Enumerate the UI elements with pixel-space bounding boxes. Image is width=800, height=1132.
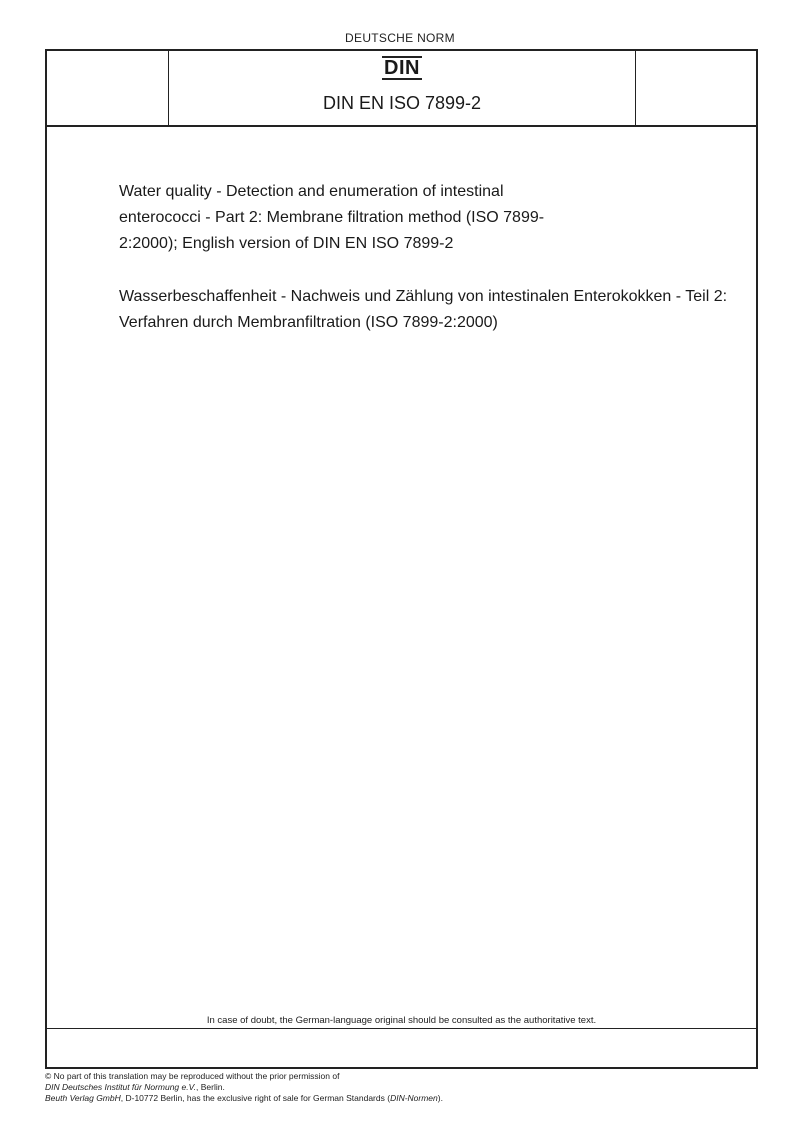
header-row <box>47 51 756 127</box>
copyright-notice <box>45 1071 745 1104</box>
document-number: DIN EN ISO 7899-2 <box>322 93 482 113</box>
din-institute-name: DIN Deutsches Institut für Normung e.V. <box>45 1082 197 1092</box>
title-english: Water quality - Detection and enumeration of intestinal enterococci - Part 2: Membrane filtration method (ISO 7899-2:2000); English version of DIN EN ISO 7899-2 <box>119 183 545 252</box>
copyright-line-3-end: ). <box>437 1093 443 1103</box>
title-german: Wasserbeschaffenheit - Nachweis und Zählung von intestinalen Enterokokken - Teil 2: Verfahren durch Membranfiltration (ISO 7899-2:2000) <box>119 288 728 331</box>
copyright-line-3 <box>45 1093 745 1104</box>
authoritative-text-note: In case of doubt, the German-language original should be consulted as the authoritative text. <box>206 1015 597 1026</box>
copyright-line-1: © No part of this translation may be reproduced without the prior permission of <box>45 1071 340 1081</box>
din-logo <box>169 56 635 80</box>
din-logo-text: DIN <box>384 57 420 79</box>
beuth-verlag-name: Beuth Verlag GmbH <box>45 1093 121 1103</box>
document-frame <box>45 49 758 1069</box>
copyright-line-3-mid: , D-10772 Berlin, has the exclusive right of sale for German Standards ( <box>120 1093 391 1103</box>
copyright-line-2 <box>45 1082 745 1093</box>
din-normen-term: DIN-Normen <box>390 1093 438 1103</box>
header-cell-right <box>635 51 756 125</box>
norm-type-label: DEUTSCHE NORM <box>345 31 455 45</box>
header-cell-left <box>47 51 169 125</box>
copyright-line-2-rest: , Berlin. <box>196 1082 225 1092</box>
footer-divider <box>47 1028 756 1029</box>
header-center <box>169 51 635 125</box>
